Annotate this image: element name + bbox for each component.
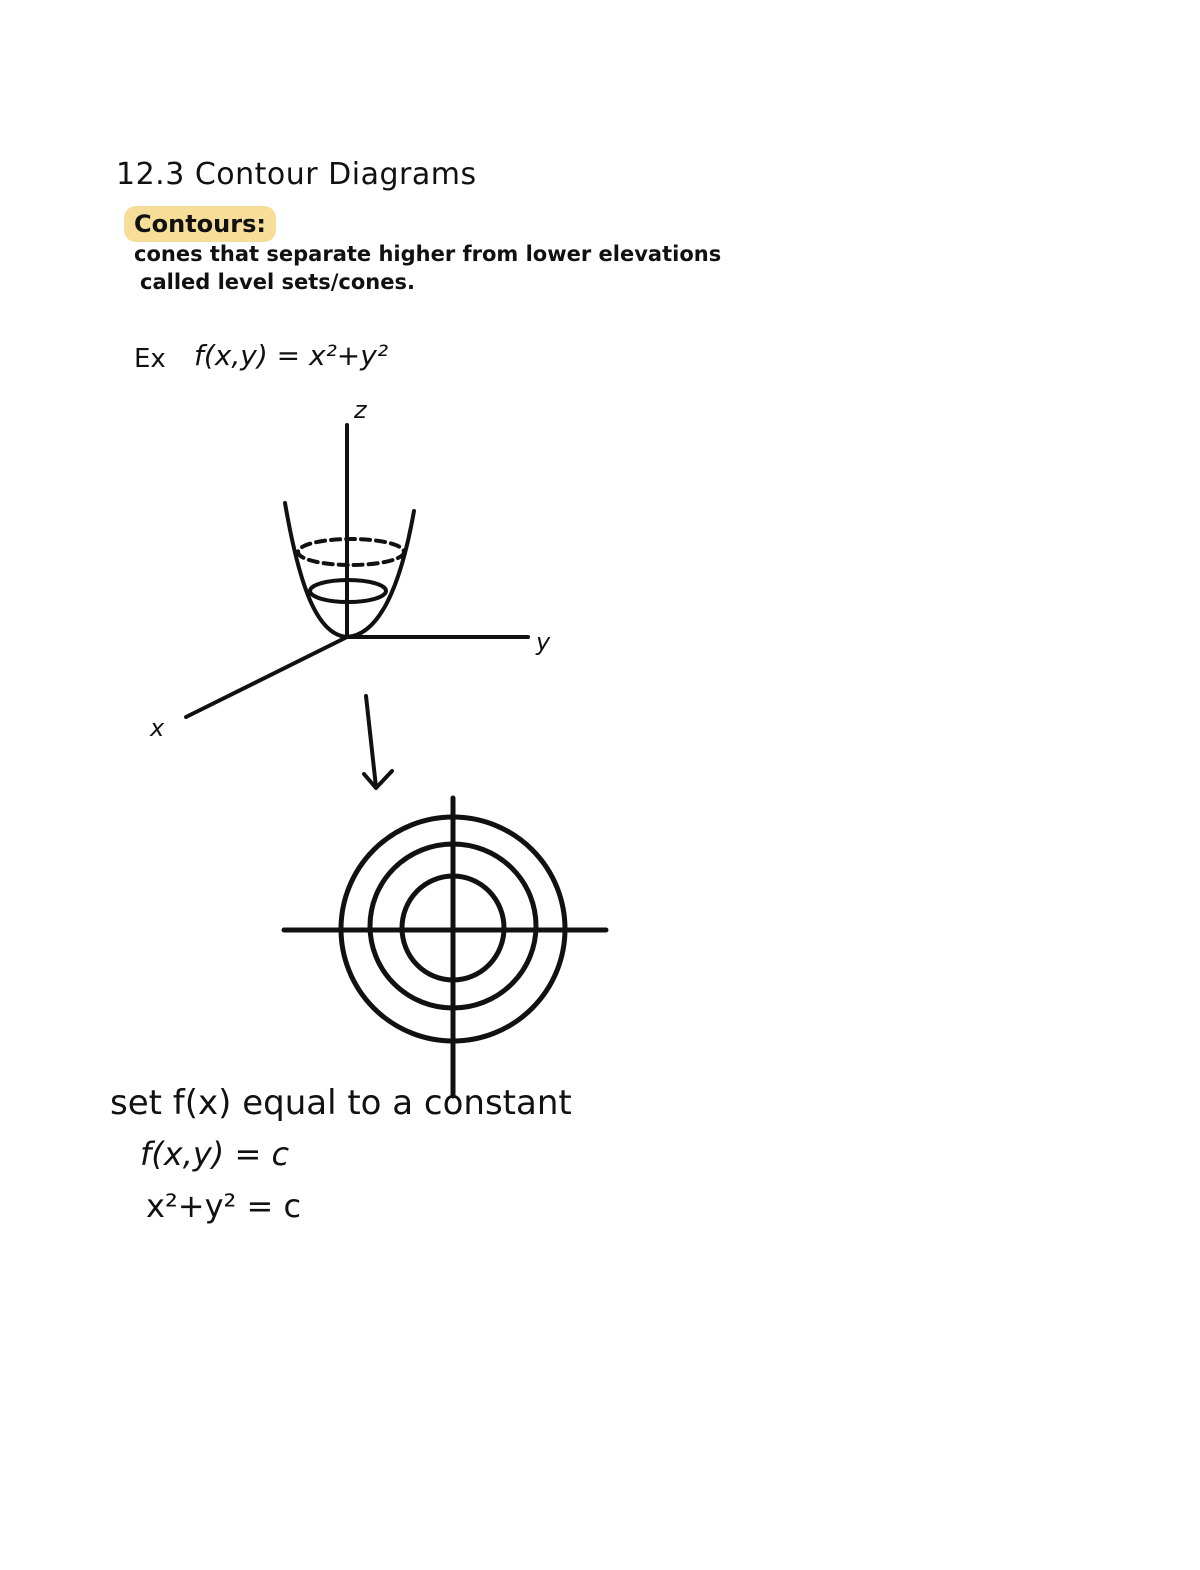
heading-label: Contours: bbox=[134, 210, 266, 238]
note-line-3: x²+y² = c bbox=[146, 1187, 302, 1225]
example-function: f(x,y) = x²+y² bbox=[194, 339, 389, 372]
level-ring-dashed bbox=[298, 539, 404, 565]
paraboloid-curve bbox=[285, 503, 414, 637]
example-label: Ex bbox=[134, 344, 166, 374]
z-axis-label: z bbox=[354, 396, 367, 424]
note-line-2: f(x,y) = c bbox=[140, 1135, 290, 1173]
note-line-1: set f(x) equal to a constant bbox=[110, 1083, 572, 1123]
definition-line-1: cones that separate higher from lower elevations bbox=[134, 242, 722, 266]
y-axis-label: y bbox=[536, 628, 551, 656]
paraboloid-3d-sketch bbox=[186, 425, 528, 717]
definition-line-2: called level sets/cones. bbox=[140, 270, 415, 294]
page-title: 12.3 Contour Diagrams bbox=[116, 157, 477, 192]
down-arrow bbox=[364, 696, 392, 788]
x-axis bbox=[186, 637, 347, 717]
contour-diagram bbox=[284, 798, 606, 1096]
x-axis-label: x bbox=[150, 714, 165, 742]
